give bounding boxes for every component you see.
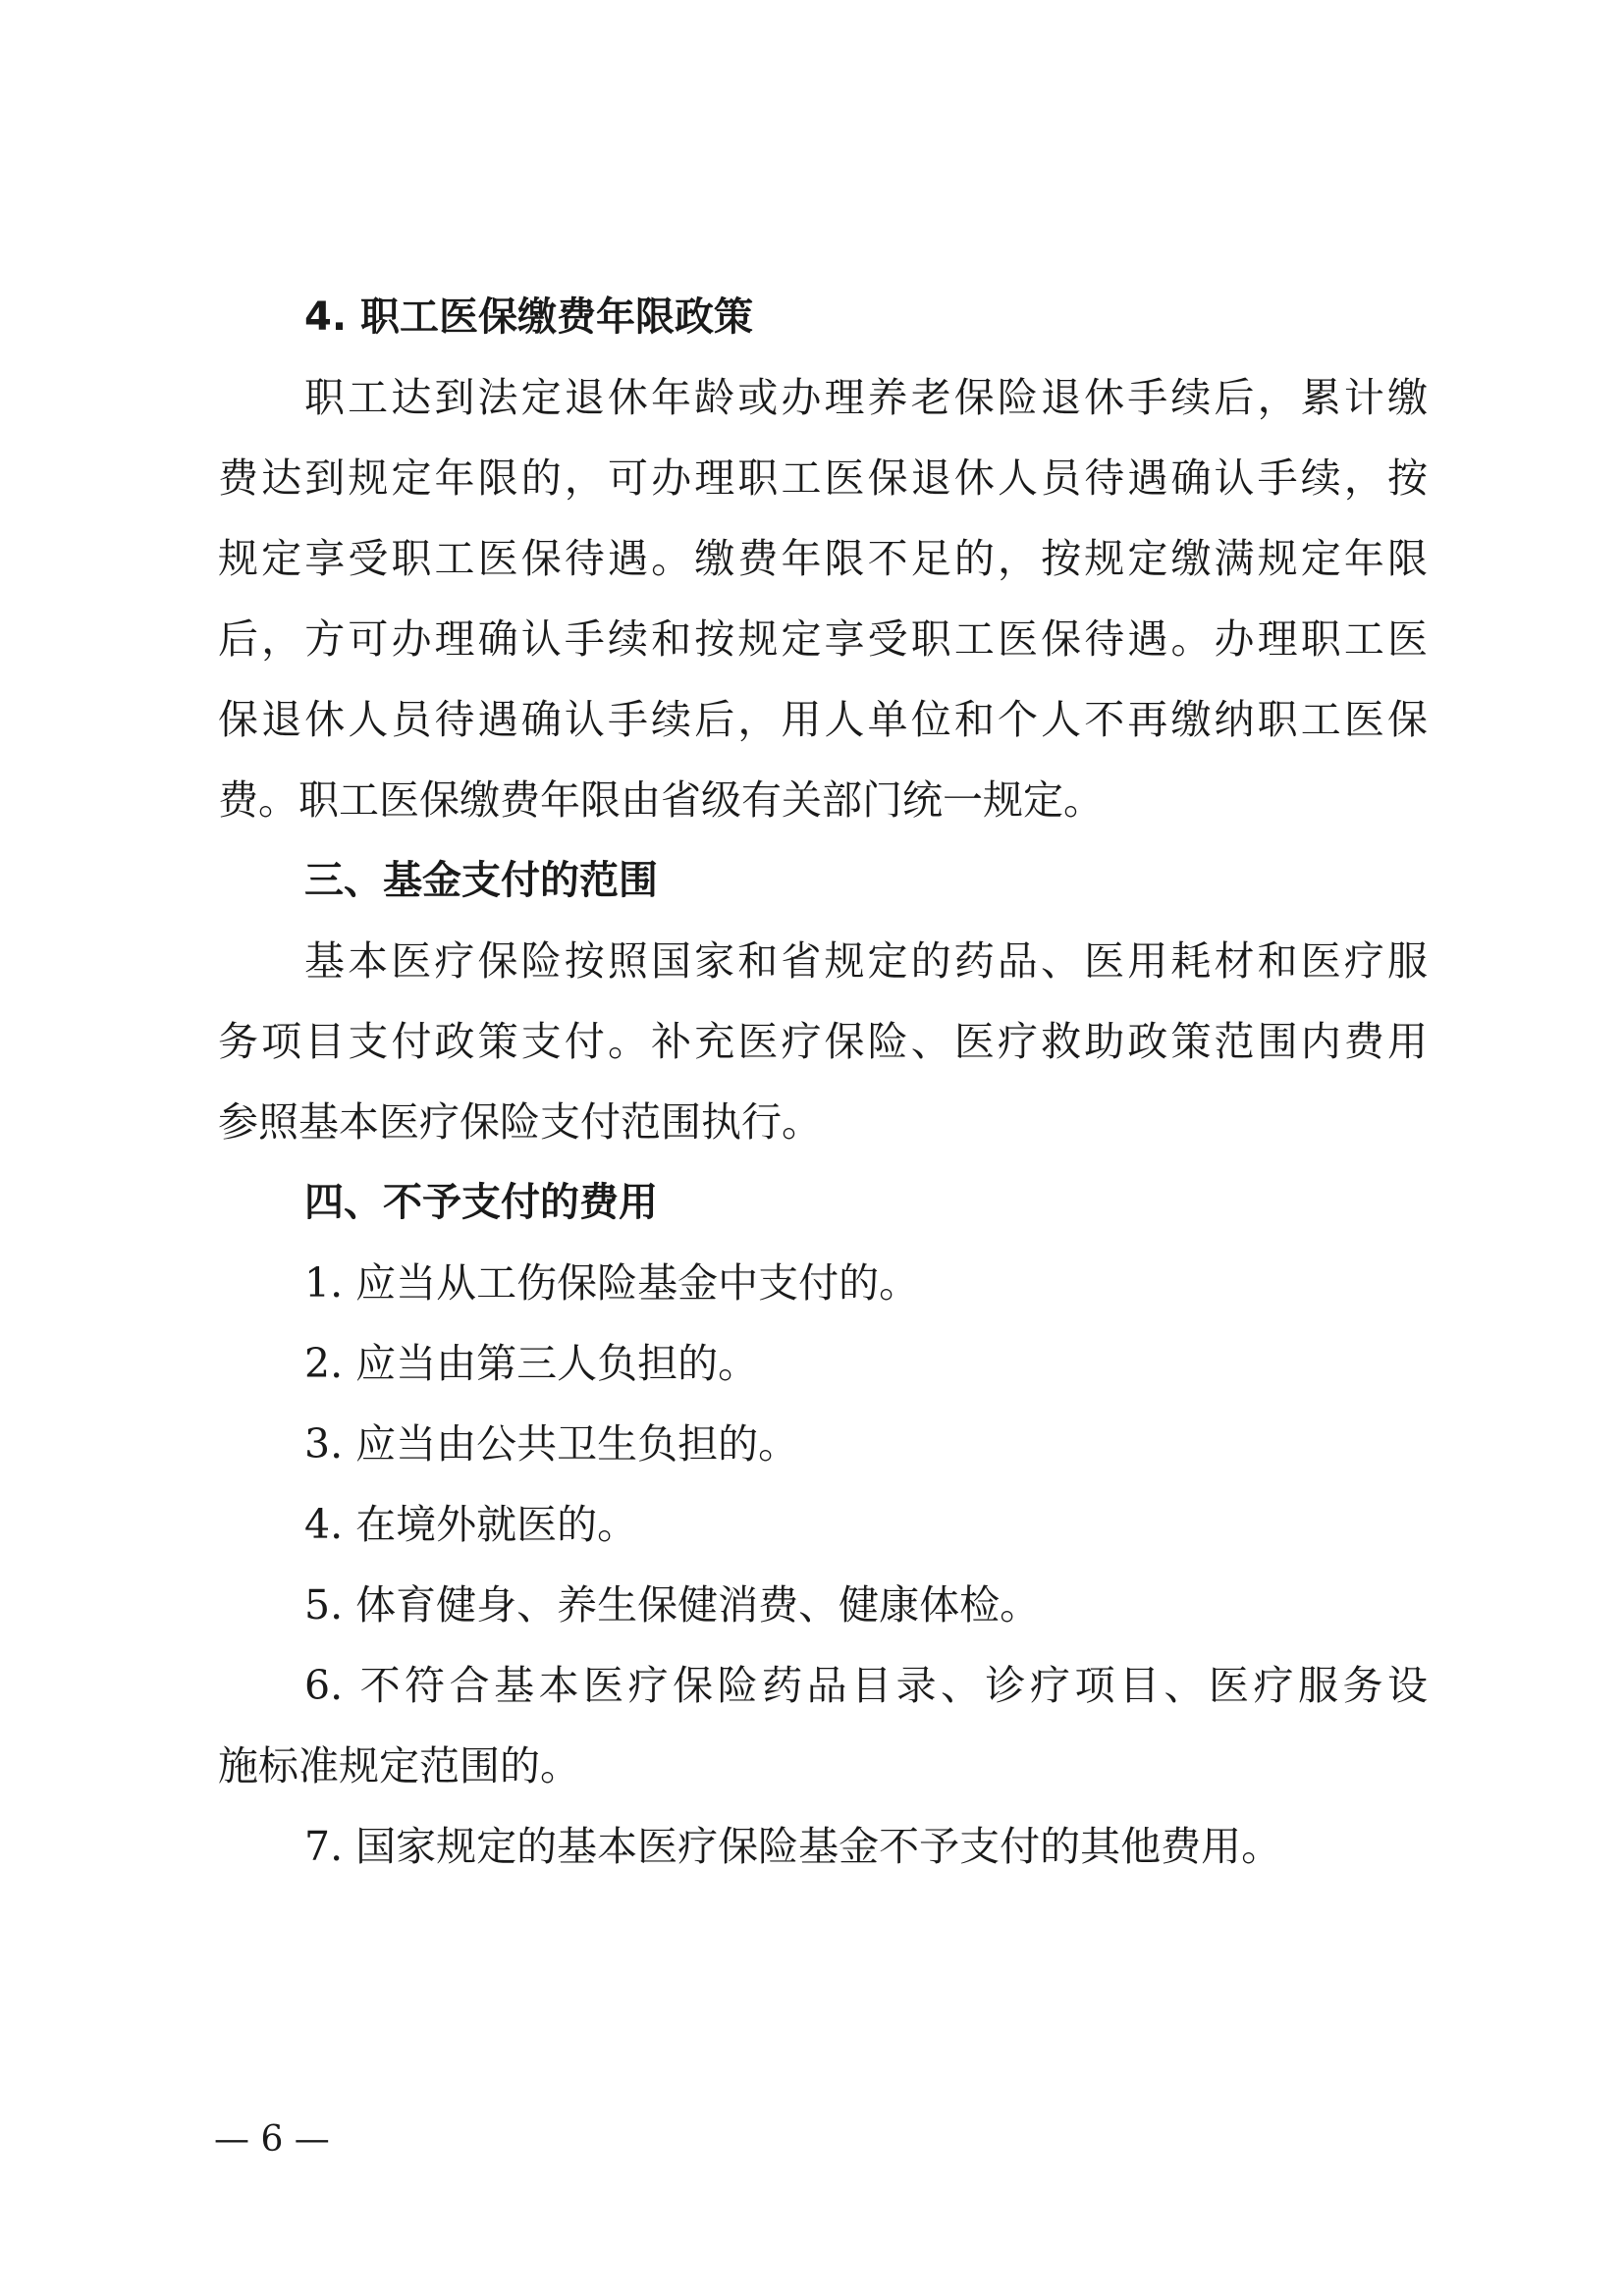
paragraph-line: 基本医疗保险按照国家和省规定的药品、医用耗材和医疗服 xyxy=(304,937,1428,985)
page-number: — 6 — xyxy=(214,2119,330,2160)
paragraph-line: 后，方可办理确认手续和按规定享受职工医保待遇。办理职工医 xyxy=(218,615,1428,663)
list-item: 6. 不符合基本医疗保险药品目录、诊疗项目、医疗服务设 xyxy=(304,1662,1428,1709)
section-heading-payment-scope: 三、基金支付的范围 xyxy=(304,858,658,903)
paragraph-contribution-years xyxy=(218,357,1428,840)
list-item: 3. 应当由公共卫生负担的。 xyxy=(304,1420,799,1468)
section-heading-contribution-years: 4. 职工医保缴费年限政策 xyxy=(304,294,753,340)
section-heading-non-payable-costs: 四、不予支付的费用 xyxy=(304,1180,658,1225)
list-item: 7. 国家规定的基本医疗保险基金不予支付的其他费用。 xyxy=(304,1823,1282,1870)
list-item: 1. 应当从工伤保险基金中支付的。 xyxy=(304,1259,920,1307)
list-non-payable-costs xyxy=(218,1243,1428,1887)
document-body xyxy=(218,277,1428,1887)
list-item: 4. 在境外就医的。 xyxy=(304,1501,638,1548)
paragraph-line: 职工达到法定退休年龄或办理养老保险退休手续后，累计缴 xyxy=(304,374,1428,421)
paragraph-line: 参照基本医疗保险支付范围执行。 xyxy=(218,1098,822,1146)
paragraph-line: 保退休人员待遇确认手续后，用人单位和个人不再缴纳职工医保 xyxy=(218,696,1428,743)
list-item: 2. 应当由第三人负担的。 xyxy=(304,1340,759,1387)
paragraph-line: 规定享受职工医保待遇。缴费年限不足的，按规定缴满规定年限 xyxy=(218,535,1428,582)
paragraph-payment-scope xyxy=(218,921,1428,1162)
list-item-continuation: 施标准规定范围的。 xyxy=(218,1742,580,1789)
list-item: 5. 体育健身、养生保健消费、健康体检。 xyxy=(304,1581,1041,1629)
paragraph-line: 费达到规定年限的，可办理职工医保退休人员待遇确认手续，按 xyxy=(218,454,1428,502)
paragraph-line: 费。职工医保缴费年限由省级有关部门统一规定。 xyxy=(218,776,1104,824)
paragraph-line: 务项目支付政策支付。补充医疗保险、医疗救助政策范围内费用 xyxy=(218,1018,1428,1065)
